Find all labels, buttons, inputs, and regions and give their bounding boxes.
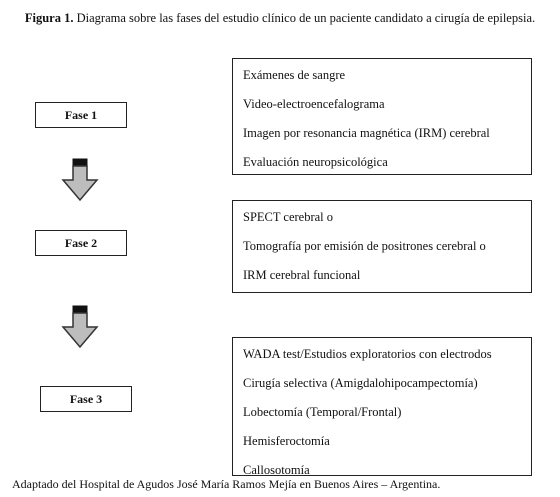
down-arrow-icon xyxy=(60,305,100,349)
phase-1-item: Exámenes de sangre xyxy=(243,68,346,82)
phase-2-list xyxy=(232,200,532,293)
phase-3-box: Fase 3 xyxy=(40,386,132,412)
phase-2-item: SPECT cerebral o xyxy=(243,210,334,224)
phase-3-item: WADA test/Estudios exploratorios con electrodos xyxy=(243,347,492,361)
phase-1-item: Imagen por resonancia magnética (IRM) cerebral xyxy=(243,126,490,140)
phase-2-item: IRM cerebral funcional xyxy=(243,268,361,282)
phase-3-item: Callosotomía xyxy=(243,463,310,477)
phase-2-item: Tomografía por emisión de positrones cerebral o xyxy=(243,239,486,253)
phase-1-list xyxy=(232,58,532,175)
phase-1-box: Fase 1 xyxy=(35,102,127,128)
phase-1-item: Evaluación neuropsicológica xyxy=(243,155,388,169)
phase-3-item: Lobectomía (Temporal/Frontal) xyxy=(243,405,402,419)
source-footnote: Adaptado del Hospital de Agudos José María Ramos Mejía en Buenos Aires – Argentina. xyxy=(12,477,441,491)
phase-2-box: Fase 2 xyxy=(35,230,127,256)
phase-3-item: Hemisferoctomía xyxy=(243,434,330,448)
figure-caption-text: Diagrama sobre las fases del estudio clínico de un paciente candidato a cirugía de epilepsia. xyxy=(76,11,536,25)
figure-label: Figura 1. xyxy=(24,11,74,25)
phase-3-item: Cirugía selectiva (Amigdalohipocampectomía) xyxy=(243,376,478,390)
figure-caption xyxy=(10,10,550,26)
down-arrow-icon xyxy=(60,158,100,202)
phase-3-list xyxy=(232,337,532,476)
phase-1-item: Video-electroencefalograma xyxy=(243,97,385,111)
